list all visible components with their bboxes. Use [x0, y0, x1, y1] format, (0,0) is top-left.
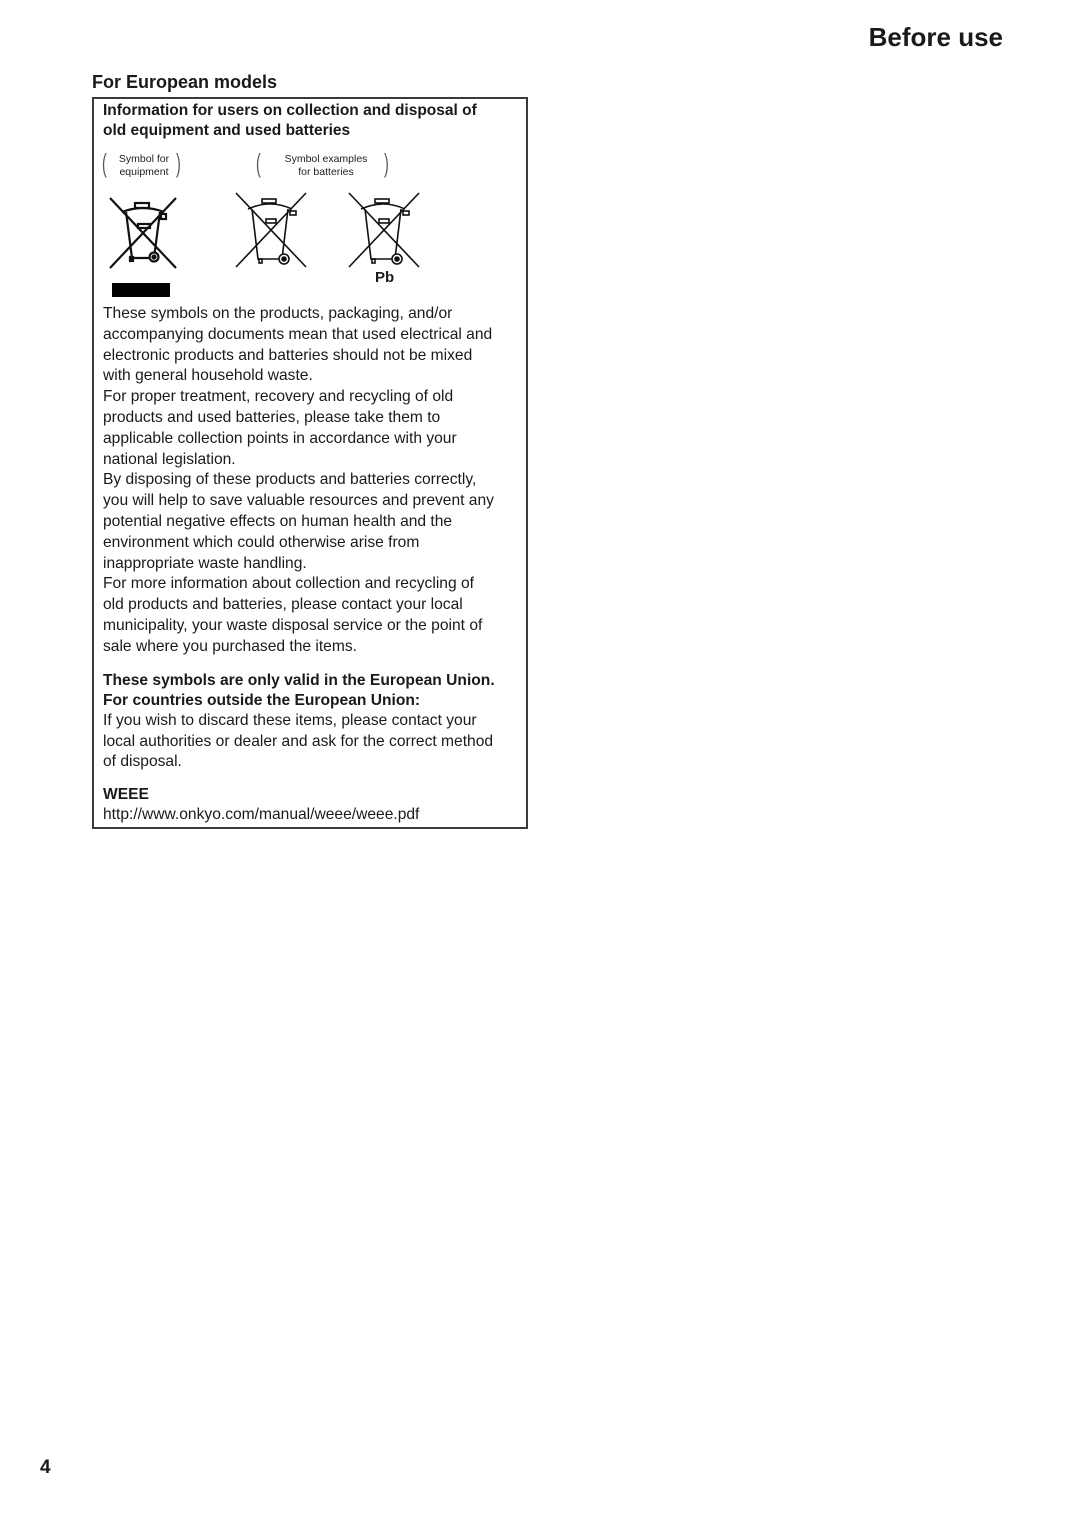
- text-line: accompanying documents mean that used electrical and: [103, 325, 493, 343]
- text-line: local authorities or dealer and ask for the correct method: [103, 732, 494, 750]
- section-title: For European models: [92, 72, 278, 92]
- open-paren-icon: (: [101, 148, 107, 178]
- disposal-body-text: [103, 304, 527, 658]
- text-line: For more information about collection and recycling of: [103, 575, 474, 593]
- weee-url-link[interactable]: http://www.onkyo.com/manual/weee/weee.pdf: [103, 806, 420, 824]
- equipment-symbol-caption: [112, 153, 176, 178]
- text-line: For proper treatment, recovery and recycling of old: [103, 388, 454, 406]
- text-line: inappropriate waste handling.: [103, 554, 307, 572]
- page-header-title: Before use: [868, 22, 1003, 52]
- close-paren-icon: ): [175, 148, 181, 178]
- text-line: environment which could otherwise arise from: [103, 533, 420, 551]
- non-eu-text: [103, 711, 527, 772]
- text-line: with general household waste.: [103, 367, 313, 385]
- open-paren-icon: (: [255, 148, 261, 178]
- text-line: applicable collection points in accordance with your: [103, 429, 457, 447]
- weee-heading: WEEE: [103, 786, 149, 803]
- date-mark-bar: [112, 283, 170, 297]
- text-line: If you wish to discard these items, please contact your: [103, 712, 477, 730]
- crossed-out-wheeled-bin-equipment-icon: [106, 194, 180, 272]
- pb-chemical-label: Pb: [375, 269, 395, 286]
- text-line: By disposing of these products and batteries correctly,: [103, 471, 477, 489]
- paragraph: [103, 304, 527, 387]
- text-line: sale where you purchased the items.: [103, 637, 357, 655]
- crossed-out-wheeled-bin-battery-pb-icon: [347, 191, 421, 269]
- text-line: national legislation.: [103, 450, 236, 468]
- paragraph: [103, 574, 527, 657]
- close-paren-icon: ): [383, 148, 389, 178]
- caption-line: equipment: [119, 165, 169, 178]
- text-line: of disposal.: [103, 752, 182, 770]
- caption-line: for batteries: [298, 165, 354, 178]
- page-number: 4: [40, 1457, 51, 1478]
- text-line: old products and batteries, please contact your local: [103, 596, 463, 614]
- box-title: [103, 101, 523, 141]
- box-title-line: old equipment and used batteries: [103, 122, 351, 139]
- eu-notice-heading: These symbols are only valid in the European Union.: [103, 672, 495, 689]
- weee-section: [103, 785, 527, 825]
- text-line: you will help to save valuable resources and prevent any: [103, 492, 494, 510]
- eu-notice: [103, 671, 527, 772]
- paragraph: [103, 387, 527, 470]
- box-title-line: Information for users on collection and disposal of: [103, 102, 477, 119]
- crossed-out-wheeled-bin-battery-icon: [234, 191, 308, 269]
- text-line: electronic products and batteries should not be mixed: [103, 346, 473, 364]
- non-eu-heading: For countries outside the European Union:: [103, 692, 421, 710]
- text-line: These symbols on the products, packaging, and/or: [103, 305, 453, 322]
- text-line: municipality, your waste disposal service or the point of: [103, 616, 483, 634]
- caption-line: Symbol for: [118, 153, 170, 165]
- battery-symbol-caption: [276, 153, 376, 178]
- disposal-info-box: [92, 97, 528, 829]
- text-line: products and used batteries, please take them to: [103, 408, 441, 426]
- caption-line: Symbol examples: [284, 153, 368, 165]
- paragraph: [103, 470, 527, 574]
- text-line: potential negative effects on human health and the: [103, 512, 453, 530]
